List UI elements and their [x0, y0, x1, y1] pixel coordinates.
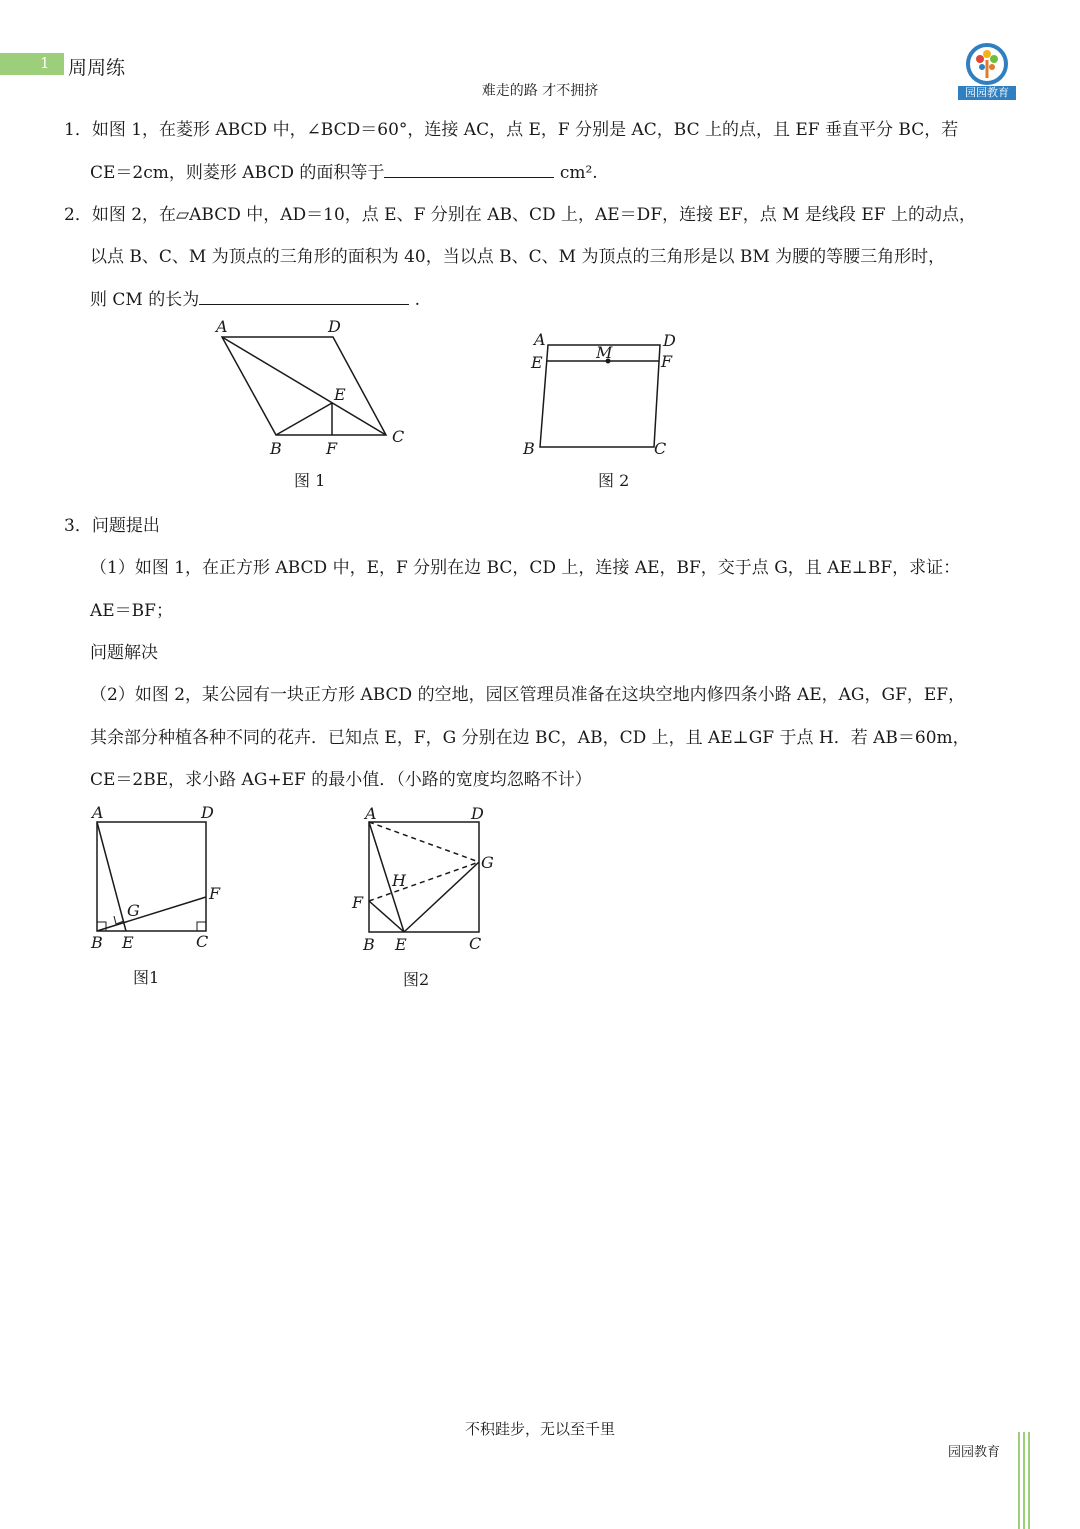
fig2-label-f: F [661, 352, 673, 371]
fig1-label-e: E [334, 385, 346, 404]
footer-brand: 园园教育 [948, 1445, 1001, 1460]
fig3-label-d: D [201, 803, 214, 822]
fig2-caption: 图 2 [598, 471, 630, 490]
fig3-label-e: E [122, 933, 134, 952]
q3-p2-line3: CE＝2BE，求小路 AG+EF 的最小值．（小路的宽度均忽略不计） [90, 770, 592, 790]
footer-bar-2 [1023, 1432, 1025, 1529]
path-ag [369, 822, 479, 862]
path-eg [404, 862, 479, 932]
q3-p2-line2: 其余部分种植各种不同的花卉．已知点 E，F，G 分别在边 BC，AB，CD 上，且 AE⊥GF 于点 H．若 AB＝60m， [90, 728, 970, 748]
fig4-label-g: G [481, 853, 494, 872]
fig3-caption: 图1 [133, 968, 160, 987]
q1-line1: 1．如图 1，在菱形 ABCD 中，∠BCD＝60°，连接 AC，点 E，F 分别是 AC，BC 上的点，且 EF 垂直平分 BC，若 [64, 120, 959, 140]
segment-be [276, 403, 332, 435]
footer-bar-1 [1018, 1432, 1020, 1529]
fig3-label-a: A [92, 803, 104, 822]
right-angle-c [197, 922, 206, 931]
q3-p1-line1: （1）如图 1，在正方形 ABCD 中，E，F 分别在边 BC，CD 上，连接 AE，BF，交于点 G，且 AE⊥BF，求证： [90, 558, 961, 578]
fig4-label-c: C [469, 934, 482, 953]
q1-unit: cm². [559, 163, 598, 183]
fig4-caption: 图2 [403, 970, 430, 989]
page-number: 1 [40, 54, 50, 72]
fig3-label-c: C [196, 932, 209, 951]
q2-line3-text: 则 CM 的长为 [90, 290, 200, 310]
figure-3 [86, 800, 236, 1000]
segment-ac [222, 337, 386, 435]
fig3-label-g: G [127, 901, 140, 920]
fig4-label-d: D [471, 804, 484, 823]
fig1-label-f: F [326, 439, 338, 458]
footer-bar-3 [1028, 1432, 1030, 1529]
figure-1 [210, 312, 410, 492]
figure-4 [350, 800, 510, 1000]
fig3-label-f: F [209, 884, 221, 903]
logo-text: 园园教育 [958, 86, 1016, 100]
answer-blank-2[interactable] [199, 288, 409, 305]
fig2-label-b: B [523, 439, 535, 458]
fig4-label-b: B [363, 935, 375, 954]
fig2-label-m: M [596, 343, 613, 362]
q3-p2-line1: （2）如图 2，某公园有一块正方形 ABCD 的空地，园区管理员准备在这块空地内修四条小路 AE，AG，GF，EF， [90, 685, 966, 705]
fig1-label-a: A [216, 317, 228, 336]
q2-line2: 以点 B、C、M 为顶点的三角形的面积为 40，当以点 B、C、M 为顶点的三角形是以 BM 为腰的等腰三角形时， [90, 247, 946, 267]
q3-subtitle: 问题解决 [90, 643, 158, 663]
header-tab [0, 53, 64, 75]
footer-motto: 不积跬步，无以至千里 [464, 1420, 615, 1438]
fig4-label-a: A [365, 804, 377, 823]
fig2-label-c: C [654, 439, 667, 458]
q3-title: 3．问题提出 [64, 516, 160, 536]
fig1-label-d: D [328, 317, 341, 336]
segment-ae [97, 822, 126, 931]
q1-line2-text: CE＝2cm，则菱形 ABCD 的面积等于 [90, 163, 385, 183]
fig1-label-b: B [270, 439, 282, 458]
fig4-label-e: E [395, 935, 407, 954]
fig2-label-e: E [531, 353, 543, 372]
fig4-label-f: F [352, 893, 364, 912]
fig1-label-c: C [392, 427, 405, 446]
page-title: 周周练 [68, 57, 126, 79]
q2-end: . [414, 290, 421, 310]
q3-p1-line2: AE＝BF； [90, 601, 173, 621]
fig1-caption: 图 1 [294, 471, 326, 490]
q2-line3 [90, 285, 420, 310]
segment-bf [97, 897, 206, 931]
path-fg [369, 862, 479, 901]
fig4-label-h: H [392, 871, 406, 890]
answer-blank-1[interactable] [384, 161, 554, 178]
fig2-label-d: D [663, 331, 676, 350]
fig2-label-a: A [534, 330, 546, 349]
header-motto: 难走的路 才不拥挤 [481, 83, 599, 99]
q2-line1: 2．如图 2，在▱ABCD 中，AD＝10，点 E、F 分别在 AB、CD 上，AE＝DF，连接 EF，点 M 是线段 EF 上的动点， [64, 205, 976, 225]
q1-line2 [90, 158, 598, 183]
fig3-label-b: B [91, 933, 103, 952]
figure-2 [520, 325, 690, 495]
